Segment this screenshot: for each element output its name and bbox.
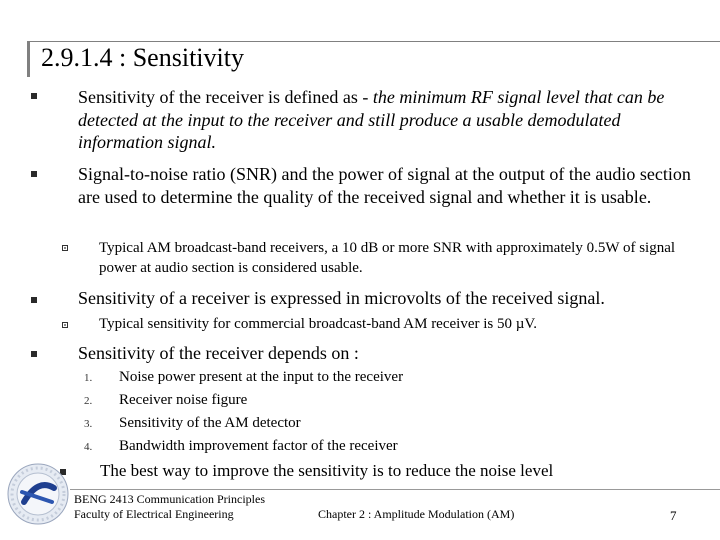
bullet-depends-on: Sensitivity of the receiver depends on : <box>78 343 359 363</box>
university-seal-icon <box>6 462 70 526</box>
factor-item: Receiver noise figure <box>119 392 248 408</box>
bullet-square-icon <box>31 171 37 177</box>
sub-bullet-typical-sensitivity: Typical sensitivity for commercial broadcast-band AM receiver is 50 µV. <box>99 316 538 332</box>
bullet-microvolts: Sensitivity of a receiver is expressed in microvolts of the received signal. <box>78 288 605 308</box>
title-frame-left-rule <box>27 41 30 77</box>
slide-title: 2.9.1.4 : Sensitivity <box>41 43 244 72</box>
footer-chapter: Chapter 2 : Amplitude Modulation (AM) <box>318 507 515 521</box>
factor-item: Bandwidth improvement factor of the receiver <box>119 438 398 454</box>
factor-number: 4. <box>84 441 93 453</box>
page-number: 7 <box>670 508 677 523</box>
footer-course: BENG 2413 Communication Principles <box>74 492 265 506</box>
conclusion-text: The best way to improve the sensitivity is to reduce the noise level <box>100 461 554 480</box>
definition-italic: the minimum RF signal level that can be detected at the input to the receiver and still produce a usable demodulated information signal. <box>78 87 665 152</box>
factor-item: Sensitivity of the AM detector <box>119 415 301 431</box>
factor-number: 1. <box>84 372 93 384</box>
footer-rule <box>70 489 720 490</box>
definition-lead: Sensitivity of the receiver is defined as - <box>78 87 373 107</box>
bullet-snr: Signal-to-noise ratio (SNR) and the power of signal at the output of the audio section are used to determine the quality of the received signal and whether it is usable. <box>78 164 691 207</box>
bullet-definition <box>78 86 702 154</box>
bullet-square-icon <box>31 351 37 357</box>
sub-bullet-icon <box>62 245 68 251</box>
factor-item: Noise power present at the input to the receiver <box>119 369 404 385</box>
sub-bullet-am-broadcast: Typical AM broadcast-band receivers, a 10 dB or more SNR with approximately 0.5W of signal power at audio section is considered usable. <box>99 240 676 276</box>
bullet-square-icon <box>31 93 37 99</box>
footer-faculty: Faculty of Electrical Engineering <box>74 507 234 521</box>
bullet-square-icon <box>31 297 37 303</box>
sub-bullet-icon <box>62 322 68 328</box>
factor-number: 3. <box>84 418 93 430</box>
factor-number: 2. <box>84 395 93 407</box>
